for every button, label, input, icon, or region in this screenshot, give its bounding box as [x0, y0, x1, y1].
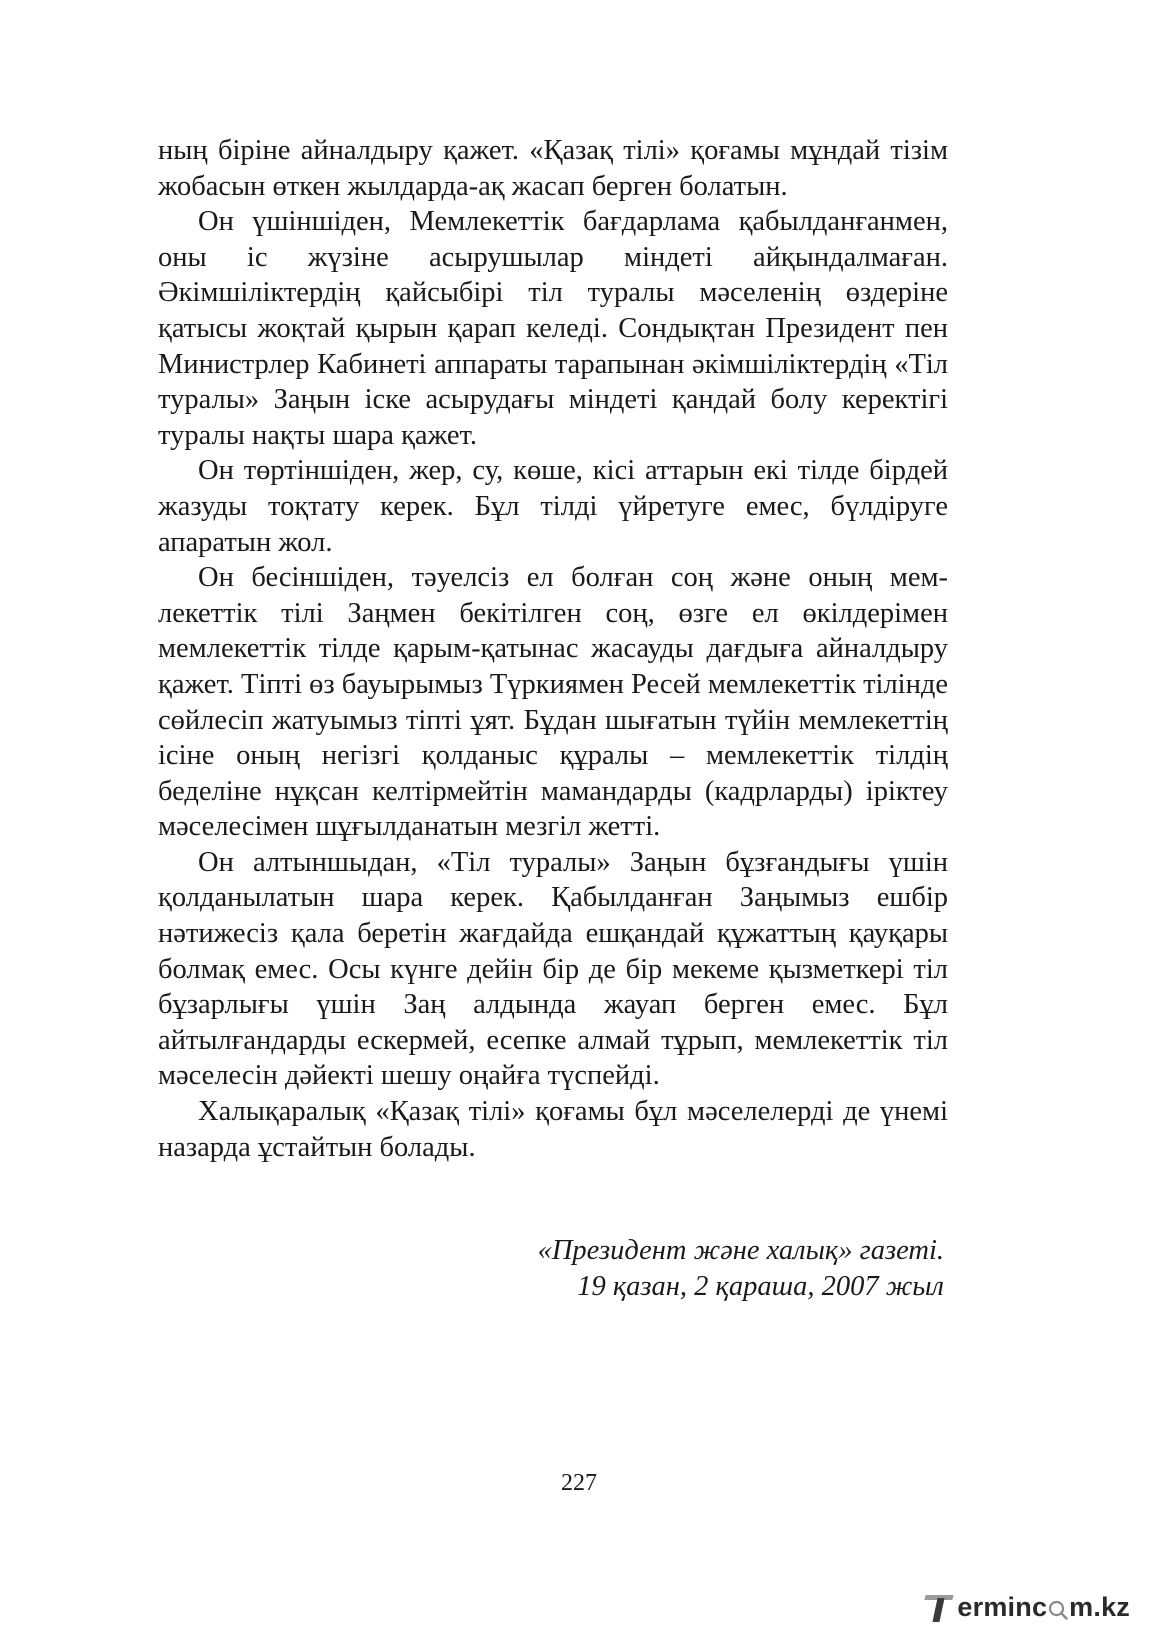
logo-t-mark-icon	[925, 1593, 955, 1623]
magnifier-icon	[1048, 1600, 1068, 1620]
source-newspaper: «Президент және халық» газеті.	[537, 1235, 944, 1266]
page-body	[158, 133, 948, 1165]
page-number: 227	[561, 1470, 597, 1496]
paragraph-sixteenth: Он алтыншыдан, «Тіл туралы» Заңын бұзғандығы үшін қолданылатын шара керек. Қабылданған Заңымыз ешбір нәтижесіз қала беретін жағдайда ешқандай құжаттың қауқары болмақ емес. Осы күнге дейін бір де бір мекеме қызметкері тіл бұзарлығы үшін Заң алдында жауап берген емес. Бұл айтылғандарды ескермей, есепке алмай тұрып, мемлекеттік тіл мәселесін дәйекті шешу оңайға түспейді.	[158, 846, 948, 1092]
source-dates: 19 қазан, 2 қараша, 2007 жыл	[577, 1271, 944, 1302]
paragraph-thirteenth: Он үшіншіден, Мемлекеттік бағдарлама қабылданғанмен, оны іс жүзіне асырушылар міндеті айқындалмаған. Әкімшіліктердің қайсыбірі тіл туралы мәселенің өздеріне қатысы жоқтай қырын қарап келеді. Сондықтан Президент пен Министрлер Кабинеті аппараты тарапынан әкімшіліктердің «Тіл туралы» Заңын іске асырудағы міндеті қандай болу керектігі туралы нақты шара қажет.	[158, 206, 948, 451]
paragraph-closing: Халықаралық «Қазақ тілі» қоғамы бұл мәселелерді де үнемі назарда ұстайтын болады.	[158, 1096, 948, 1163]
source-citation	[538, 1233, 944, 1305]
paragraph-fourteenth: Он төртіншіден, жер, су, көше, кісі аттарын екі тілде бірдей жазуды тоқтату керек. Бұл тілді үйретуге емес, бүлдіруге апаратын жол.	[158, 455, 948, 558]
paragraph-continuation: ның біріне айналдыру қажет. «Қазақ тілі» қоғамы мұндай тізім жобасын өткен жылдарда-ақ жасап берген болатын.	[158, 135, 948, 202]
termincom-watermark-logo	[925, 1592, 1130, 1623]
watermark-text-part1: erminc	[957, 1592, 1048, 1622]
paragraph-fifteenth: Он бесіншіден, тәуелсіз ел болған соң және оның мемлекеттік тілі Заңмен бекітілген соң, өзге ел өкілдерімен мемлекеттік тілде қарым-қатынас жасауды дағдыға айналдыру қажет. Тіпті өз бауырымыз Түркиямен Ресей мемлекеттік тілінде сөйлесіп жатуымыз тіпті ұят. Бұдан шығатын түйін мемлекеттің ісіне оның негізгі қолданыс құралы – мемлекеттік тілдің беделіне нұқсан келтірмейтін мамандарды (кадрларды) іріктеу мәселесімен шұғылданатын мезгіл жетті.	[158, 562, 948, 843]
watermark-text-part2: m.kz	[1069, 1592, 1130, 1622]
